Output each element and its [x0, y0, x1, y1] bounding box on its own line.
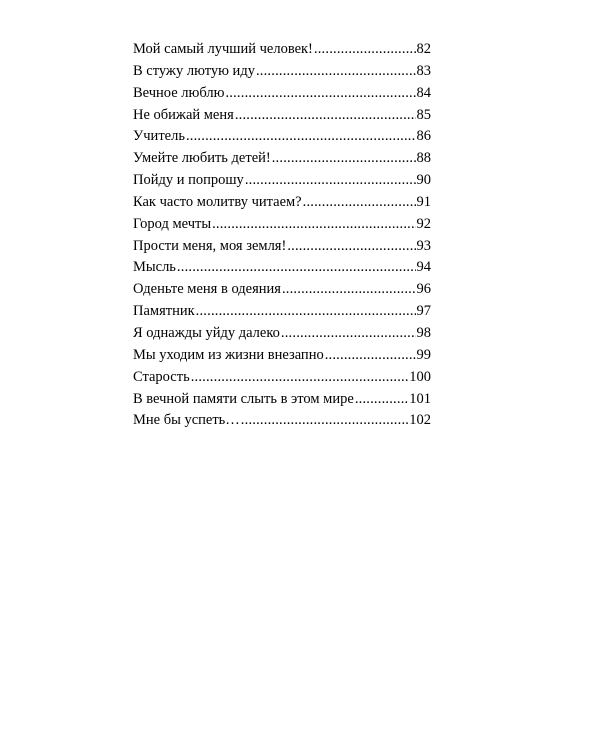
toc-entry-title: Мне бы успеть… [133, 412, 240, 429]
toc-dot-leader [282, 281, 416, 298]
toc-dot-leader [241, 412, 408, 429]
toc-entry-title: Мысль [133, 259, 176, 276]
toc-entry-page: 101 [409, 390, 431, 407]
toc-entry-page: 99 [416, 346, 431, 363]
toc-entry [133, 41, 431, 63]
toc-entry-title: Мы уходим из жизни внезапно [133, 346, 324, 363]
toc-entry-page: 96 [416, 281, 431, 298]
toc-entry [133, 238, 431, 260]
toc-entry-title: Как часто молитву читаем? [133, 193, 302, 210]
toc-entry-title: Мой самый лучший человек! [133, 41, 313, 57]
toc-entry-title: Не обижай меня [133, 106, 234, 123]
toc-entry-page: 90 [416, 172, 431, 189]
toc-entry-page: 92 [416, 215, 431, 232]
toc-entry [133, 281, 431, 303]
toc-dot-leader [177, 259, 416, 276]
toc-dot-leader [256, 63, 416, 80]
toc-dot-leader [245, 172, 416, 189]
toc-entry-title: Я однажды уйду далеко [133, 324, 280, 341]
toc-entry-title: Пойду и попрошу [133, 172, 244, 189]
toc-entry [133, 412, 431, 434]
toc-entry-page: 98 [416, 324, 431, 341]
toc-dot-leader [212, 216, 415, 233]
toc-entry-title: Умейте любить детей! [133, 150, 271, 167]
toc-entry [133, 216, 431, 238]
toc-dot-leader [287, 238, 415, 255]
toc-entry-title: Старость [133, 368, 190, 385]
toc-dot-leader [225, 85, 415, 102]
toc-entry-title: Вечное люблю [133, 84, 225, 101]
toc-dot-leader [235, 107, 416, 124]
toc-entry [133, 391, 431, 413]
toc-dot-leader [303, 194, 416, 211]
toc-entry-page: 102 [409, 412, 431, 429]
toc-dot-leader [191, 369, 409, 386]
toc-entry-title: Оденьте меня в одеяния [133, 281, 281, 298]
toc-entry [133, 259, 431, 281]
toc-entry-page: 97 [416, 303, 431, 320]
toc-entry-title: В вечной памяти слыть в этом мире [133, 390, 354, 407]
toc-dot-leader [314, 41, 416, 58]
toc-entry [133, 150, 431, 172]
toc-dot-leader [272, 150, 416, 167]
toc-entry-page: 91 [416, 193, 431, 210]
toc-entry-page: 93 [416, 237, 431, 254]
toc-entry-title: Памятник [133, 303, 195, 320]
toc-entry [133, 107, 431, 129]
toc-dot-leader [186, 128, 416, 145]
toc-entry-page: 85 [416, 106, 431, 123]
toc-entry-page: 86 [416, 128, 431, 145]
toc-entry-page: 84 [416, 84, 431, 101]
toc-dot-leader [355, 391, 408, 408]
toc-entry-title: Учитель [133, 128, 185, 145]
toc-entry [133, 85, 431, 107]
toc-entry [133, 325, 431, 347]
toc-entry [133, 303, 431, 325]
toc-entry-page: 88 [416, 150, 431, 167]
toc-entry-page: 82 [416, 41, 431, 57]
toc-dot-leader [325, 347, 416, 364]
toc-entry-page: 100 [409, 368, 431, 385]
toc-entry-title: Город мечты [133, 215, 212, 232]
toc-entry-title: Прости меня, моя земля! [133, 237, 287, 254]
table-of-contents [133, 41, 431, 434]
toc-entry [133, 194, 431, 216]
toc-entry [133, 128, 431, 150]
toc-entry [133, 347, 431, 369]
toc-dot-leader [196, 303, 416, 320]
toc-entry [133, 369, 431, 391]
toc-dot-leader [281, 325, 416, 342]
toc-entry [133, 172, 431, 194]
toc-entry-page: 83 [416, 62, 431, 79]
toc-entry-page: 94 [416, 259, 431, 276]
toc-entry [133, 63, 431, 85]
toc-entry-title: В стужу лютую иду [133, 62, 255, 79]
